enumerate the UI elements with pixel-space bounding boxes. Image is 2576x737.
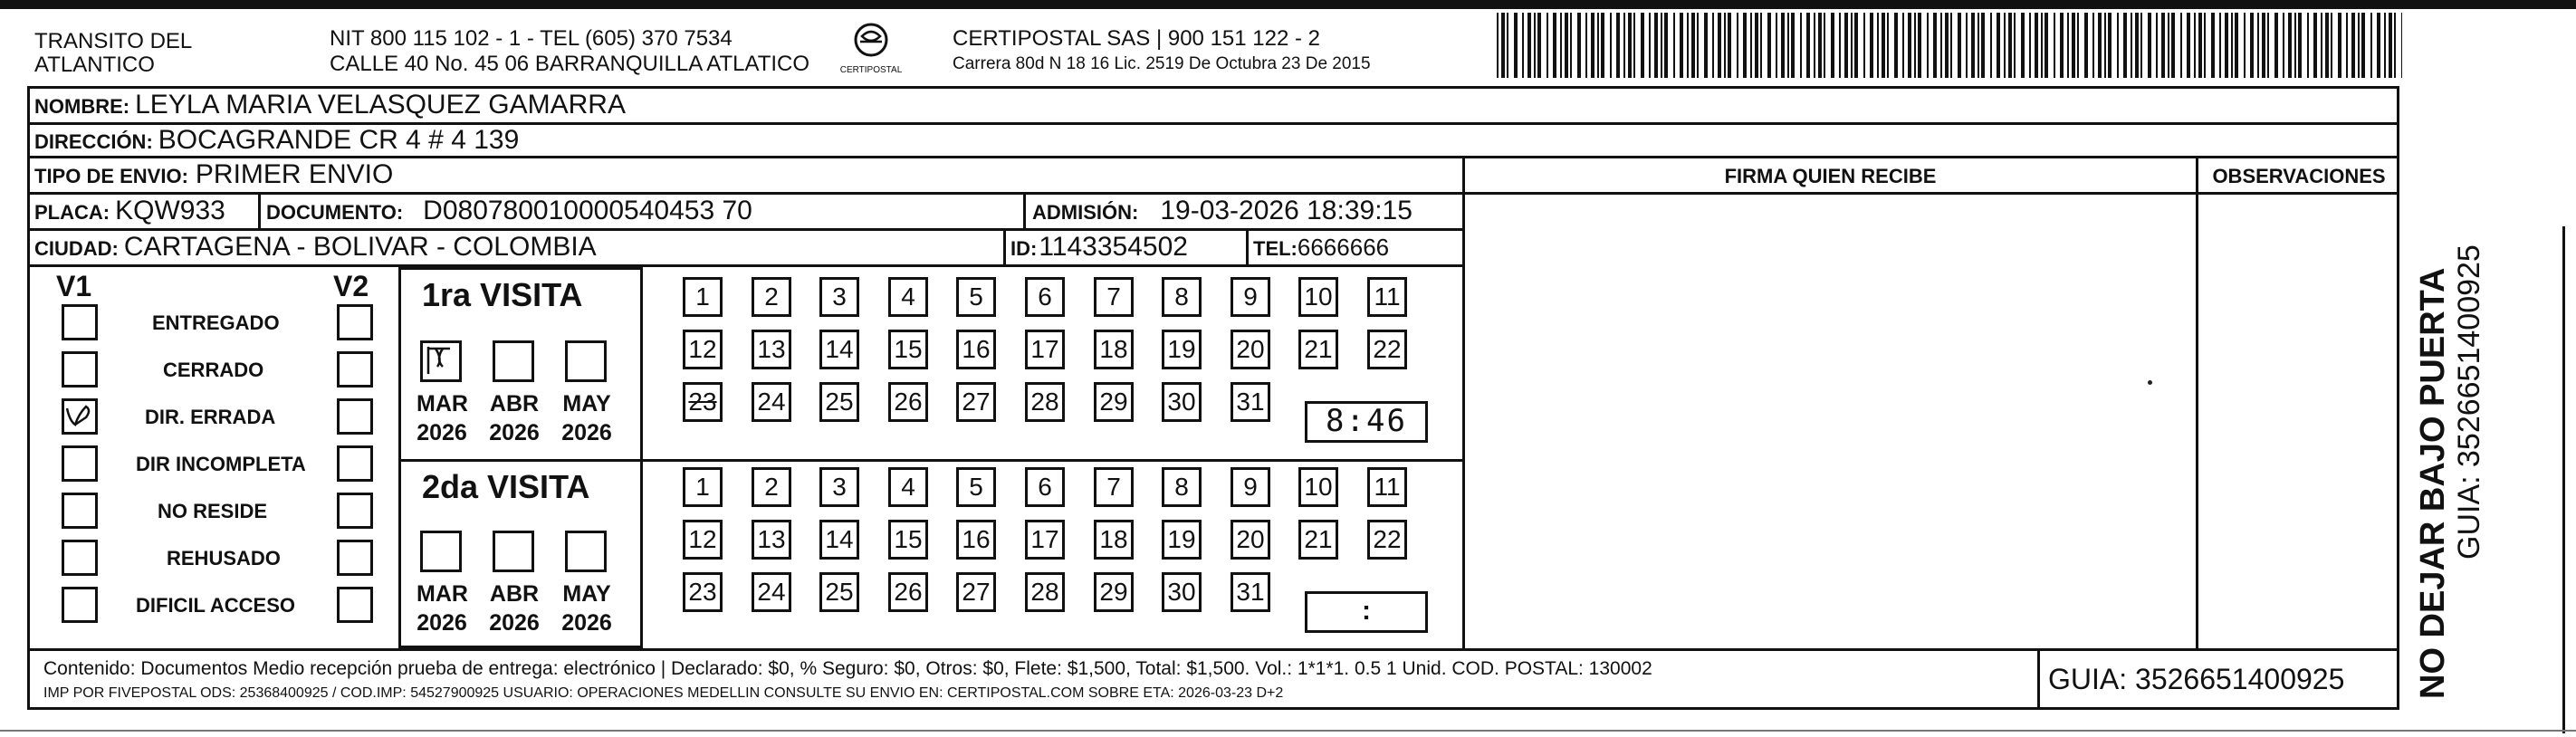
v2-checkbox-no-reside[interactable]	[337, 493, 373, 529]
barcode-bar	[2321, 13, 2322, 78]
visit-divider	[398, 459, 1465, 462]
second-visit-day-12[interactable]: 12	[683, 520, 723, 560]
first-visit-day-8[interactable]: 8	[1162, 277, 1202, 317]
barcode-bar	[2161, 13, 2165, 78]
barcode-bar	[2235, 13, 2238, 78]
barcode-bar	[1806, 13, 1810, 78]
barcode-bar	[2204, 13, 2206, 78]
barcode-bar	[2098, 13, 2102, 78]
barcode-bar	[1781, 13, 1785, 78]
v1-checkbox-dir-incompleta[interactable]	[62, 445, 98, 482]
barcode-bar	[1927, 13, 1929, 78]
barcode-bar	[1728, 13, 1731, 78]
barcode-bar	[1743, 13, 1747, 78]
barcode-bar	[1933, 13, 1937, 78]
barcode-bar	[1597, 13, 1599, 78]
second-visit-day-28[interactable]: 28	[1025, 572, 1065, 612]
barcode-bar	[2077, 13, 2079, 78]
stray-mark	[2148, 380, 2152, 385]
barcode-bar	[2377, 13, 2380, 78]
v2-label: V2	[333, 270, 369, 302]
first-visit-day-22[interactable]: 22	[1367, 330, 1407, 369]
barcode-bar	[1724, 13, 1726, 78]
second-visit-day-23[interactable]: 23	[683, 572, 723, 612]
barcode-bar	[1990, 13, 1992, 78]
barcode-bar	[1641, 13, 1644, 78]
barcode-bar	[1800, 13, 1802, 78]
barcode-bar	[1514, 13, 1518, 78]
barcode-bar	[1633, 13, 1635, 78]
barcode-bar	[2014, 13, 2016, 78]
barcode-bar	[2187, 13, 2190, 78]
first-visit-day-21[interactable]: 21	[1298, 330, 1338, 369]
barcode-bar	[1687, 13, 1689, 78]
rule	[27, 192, 2399, 195]
barcode-bar	[1497, 13, 1499, 78]
first-visit-day-27[interactable]: 27	[956, 382, 996, 422]
first-visit-day-16[interactable]: 16	[956, 330, 996, 369]
rule	[27, 264, 1465, 267]
v2-checkbox-rehusado[interactable]	[337, 540, 373, 576]
barcode-bar	[2288, 13, 2292, 78]
city-field: CIUDAD: CARTAGENA - BOLIVAR - COLOMBIA	[34, 232, 597, 262]
first-month-label-may: MAY	[562, 391, 611, 416]
barcode-bar	[2313, 13, 2317, 78]
divider	[1246, 230, 1249, 264]
second-visit-day-19[interactable]: 19	[1162, 520, 1202, 560]
second-visit-day-27[interactable]: 27	[956, 572, 996, 612]
visit-divider-vertical	[640, 267, 643, 648]
v1-checkbox-no-reside[interactable]	[62, 493, 98, 529]
first-visit-day-15[interactable]: 15	[888, 330, 928, 369]
side-panel	[2408, 91, 2490, 706]
first-visit-day-10[interactable]: 10	[1298, 277, 1338, 317]
barcode-bar	[1560, 13, 1562, 78]
barcode-bar	[2108, 13, 2112, 78]
barcode-bar	[1977, 13, 1979, 78]
first-month-label-mar: MAR	[417, 391, 468, 416]
first-visit-month-may[interactable]	[565, 340, 607, 382]
second-visit-month-abr[interactable]	[493, 531, 534, 572]
second-visit-day-20[interactable]: 20	[1231, 520, 1270, 560]
first-visit-month-mar[interactable]	[420, 340, 462, 382]
second-year-label-abr: 2026	[489, 610, 540, 636]
barcode-bar	[1649, 13, 1651, 78]
second-visit-day-2[interactable]: 2	[752, 467, 791, 507]
barcode-bar	[1680, 13, 1683, 78]
first-visit-day-20[interactable]: 20	[1231, 330, 1270, 369]
first-visit-day-14[interactable]: 14	[819, 330, 859, 369]
barcode-bar	[2331, 13, 2332, 78]
barcode-bar	[2257, 13, 2259, 78]
rule	[27, 648, 2399, 651]
barcode-bar	[1767, 13, 1771, 78]
second-visit-day-13[interactable]: 13	[752, 520, 791, 560]
barcode-bar	[1737, 13, 1738, 78]
barcode-bar	[2338, 13, 2341, 78]
first-visit-day-28[interactable]: 28	[1025, 382, 1065, 422]
barcode-bar	[1882, 13, 1885, 78]
barcode-bar	[1601, 13, 1604, 78]
right-edge-line	[2562, 226, 2565, 733]
top-border	[0, 0, 2576, 9]
barcode-bar	[2180, 13, 2182, 78]
v2-checkbox-cerrado[interactable]	[337, 351, 373, 388]
second-visit-time: :	[1362, 596, 1371, 626]
first-visit-day-2[interactable]: 2	[752, 277, 791, 317]
barcode-bar	[1950, 13, 1952, 78]
barcode-bar	[2198, 13, 2202, 78]
barcode-bar	[1914, 13, 1916, 78]
rule	[27, 228, 1465, 231]
barcode-bar	[2084, 13, 2088, 78]
barcode-bar	[2131, 13, 2132, 78]
barcode-bar	[2394, 13, 2396, 78]
barcode-bar	[1591, 13, 1594, 78]
barcode-bar	[1534, 13, 1536, 78]
barcode-bar	[1958, 13, 1961, 78]
barcode-bar	[1776, 13, 1777, 78]
second-visit-day-10[interactable]: 10	[1298, 467, 1338, 507]
barcode-bar	[2401, 13, 2402, 78]
second-visit-day-4[interactable]: 4	[888, 467, 928, 507]
barcode-bar	[2041, 13, 2043, 78]
first-visit-day-5[interactable]: 5	[956, 277, 996, 317]
barcode-bar	[2029, 13, 2031, 78]
first-visit-day-31[interactable]: 31	[1231, 382, 1270, 422]
barcode-bar	[2274, 13, 2278, 78]
barcode-bar	[2358, 13, 2360, 78]
first-month-label-abr: ABR	[489, 391, 540, 416]
barcode-bar	[2168, 13, 2169, 78]
license-line: Carrera 80d N 18 16 Lic. 2519 De Octubra 23 De 2015	[953, 54, 1371, 73]
v1-checkbox-cerrado[interactable]	[62, 351, 98, 388]
barcode-bar	[1673, 13, 1675, 78]
barcode-bar	[2104, 13, 2106, 78]
divider	[1462, 156, 1465, 651]
barcode-bar	[1654, 13, 1658, 78]
second-visit-day-21[interactable]: 21	[1298, 520, 1338, 560]
barcode-bar	[1844, 13, 1848, 78]
first-visit-day-29[interactable]: 29	[1094, 382, 1134, 422]
v1-checkbox-dir-errada[interactable]	[62, 398, 98, 435]
barcode	[1497, 13, 2402, 78]
first-visit-day-17[interactable]: 17	[1025, 330, 1065, 369]
second-visit-month-may[interactable]	[565, 531, 607, 572]
status-cerrado: CERRADO	[163, 359, 264, 381]
first-visit-label: 1ra VISITA	[422, 276, 583, 313]
barcode-bar	[1854, 13, 1858, 78]
barcode-bar	[2225, 13, 2228, 78]
barcode-bar	[2294, 13, 2296, 78]
first-visit-day-13[interactable]: 13	[752, 330, 791, 369]
barcode-bar	[2156, 13, 2158, 78]
v1-label: V1	[56, 270, 92, 302]
barcode-bar	[2351, 13, 2355, 78]
barcode-bar	[1870, 13, 1873, 78]
barcode-bar	[2361, 13, 2365, 78]
barcode-bar	[2219, 13, 2221, 78]
barcode-bar	[1501, 13, 1505, 78]
second-visit-day-31[interactable]: 31	[1231, 572, 1270, 612]
second-visit-day-3[interactable]: 3	[819, 467, 859, 507]
second-month-label-mar: MAR	[417, 581, 468, 607]
second-visit-day-18[interactable]: 18	[1094, 520, 1134, 560]
first-visit-time-box[interactable]	[1305, 401, 1428, 443]
v1-checkbox-entregado[interactable]	[62, 304, 98, 340]
barcode-bar	[1628, 13, 1632, 78]
barcode-bar	[1839, 13, 1841, 78]
first-visit-day-7[interactable]: 7	[1094, 277, 1134, 317]
id-field: ID:1143354502	[1010, 232, 1188, 262]
barcode-bar	[2267, 13, 2269, 78]
first-visit-day-23[interactable]: 23	[683, 382, 723, 422]
name-field: NOMBRE: LEYLA MARIA VELASQUEZ GAMARRA	[34, 90, 626, 120]
v2-checkbox-dir-errada[interactable]	[337, 398, 373, 435]
barcode-bar	[1966, 13, 1968, 78]
divider	[258, 192, 261, 228]
barcode-bar	[2346, 13, 2348, 78]
barcode-bar	[2283, 13, 2284, 78]
second-year-label-mar: 2026	[417, 610, 467, 636]
first-visit-day-6[interactable]: 6	[1025, 277, 1065, 317]
second-visit-day-7[interactable]: 7	[1094, 467, 1134, 507]
barcode-bar	[1791, 13, 1795, 78]
barcode-bar	[2244, 13, 2246, 78]
barcode-bar	[1623, 13, 1625, 78]
first-year-label-mar: 2026	[417, 420, 467, 445]
first-visit-day-3[interactable]: 3	[819, 277, 859, 317]
barcode-bar	[1894, 13, 1898, 78]
barcode-bar	[1585, 13, 1587, 78]
nit-line: NIT 800 115 102 - 1 - TEL (605) 370 7534	[330, 26, 733, 51]
first-visit-day-30[interactable]: 30	[1162, 382, 1202, 422]
barcode-bar	[1902, 13, 1904, 78]
org-name-line2: ATLANTICO	[34, 53, 155, 77]
barcode-bar	[2060, 13, 2064, 78]
org-name-line1: TRANSITO DEL	[34, 29, 193, 53]
barcode-bar	[1863, 13, 1865, 78]
v2-checkbox-dificil-acceso[interactable]	[337, 587, 373, 623]
second-visit-day-9[interactable]: 9	[1231, 467, 1270, 507]
barcode-bar	[1940, 13, 1942, 78]
barcode-bar	[1553, 13, 1556, 78]
second-visit-day-6[interactable]: 6	[1025, 467, 1065, 507]
barcode-bar	[1697, 13, 1699, 78]
divider	[2037, 648, 2040, 710]
status-dir-incompleta: DIR INCOMPLETA	[136, 453, 306, 475]
barcode-bar	[1718, 13, 1721, 78]
barcode-bar	[2298, 13, 2302, 78]
print-line: IMP POR FIVEPOSTAL ODS: 25368400925 / COD.IMP: 54527900925 USUARIO: OPERACIONES MEDELLIN CONSULTE SU ENVIO EN: CERTIPOSTAL.COM SOBRE ETA: 2026-03-23 D+2	[43, 685, 1284, 701]
barcode-bar	[2140, 13, 2142, 78]
barcode-bar	[2045, 13, 2048, 78]
barcode-bar	[1787, 13, 1789, 78]
side-guide-number: GUIA: 3526651400925	[2452, 244, 2486, 560]
barcode-bar	[2008, 13, 2012, 78]
barcode-bar	[2370, 13, 2372, 78]
barcode-bar	[1918, 13, 1921, 78]
barcode-bar	[1527, 13, 1531, 78]
second-visit-label: 2da VISITA	[422, 468, 590, 505]
barcode-bar	[2135, 13, 2139, 78]
footer-guide-number: GUIA: 3526651400925	[2048, 663, 2345, 695]
second-visit-day-15[interactable]: 15	[888, 520, 928, 560]
second-visit-day-29[interactable]: 29	[1094, 572, 1134, 612]
second-visit-day-11[interactable]: 11	[1367, 467, 1407, 507]
barcode-bar	[1712, 13, 1714, 78]
divider	[1023, 192, 1026, 228]
first-visit-day-1[interactable]: 1	[683, 277, 723, 317]
do-not-leave-warning: NO DEJAR BAJO PUERTA	[2414, 267, 2452, 699]
status-rehusado: REHUSADO	[167, 547, 281, 570]
barcode-bar	[1537, 13, 1541, 78]
status-dificil-acceso: DIFICIL ACCESO	[136, 594, 296, 617]
barcode-bar	[1760, 13, 1762, 78]
first-visit-month-abr[interactable]	[493, 340, 534, 382]
first-visit-day-9[interactable]: 9	[1231, 277, 1270, 317]
barcode-bar	[1814, 13, 1815, 78]
barcode-bar	[1877, 13, 1879, 78]
barcode-bar	[1818, 13, 1822, 78]
barcode-bar	[1570, 13, 1572, 78]
barcode-bar	[2092, 13, 2094, 78]
admission-field: ADMISIÓN: 19-03-2026 18:39:15	[1032, 196, 1412, 225]
barcode-bar	[2307, 13, 2309, 78]
barcode-bar	[1547, 13, 1548, 78]
barcode-bar	[2035, 13, 2038, 78]
first-visit-day-25[interactable]: 25	[819, 382, 859, 422]
first-visit-day-26[interactable]: 26	[888, 382, 928, 422]
rule	[27, 156, 2399, 158]
second-month-label-may: MAY	[562, 581, 611, 607]
barcode-bar	[1616, 13, 1620, 78]
barcode-bar	[1610, 13, 1612, 78]
divider	[1003, 230, 1006, 264]
second-visit-day-30[interactable]: 30	[1162, 572, 1202, 612]
barcode-bar	[1664, 13, 1668, 78]
first-visit-time: 8:46	[1326, 403, 1407, 439]
barcode-bar	[1831, 13, 1834, 78]
handwritten-month-mark	[423, 343, 459, 379]
barcode-bar	[2072, 13, 2075, 78]
first-visit-day-4[interactable]: 4	[888, 277, 928, 317]
second-visit-day-8[interactable]: 8	[1162, 467, 1202, 507]
barcode-bar	[2194, 13, 2196, 78]
status-dir-errada: DIR. ERRADA	[145, 406, 276, 428]
second-visit-day-1[interactable]: 1	[683, 467, 723, 507]
barcode-bar	[2325, 13, 2329, 78]
second-year-label-may: 2026	[561, 610, 612, 636]
barcode-bar	[1851, 13, 1853, 78]
contents-line: Contenido: Documentos Medio recepción prueba de entrega: electrónico | Declarado: $0, % Seguro: $0, Otros: $0, Flete: $1,500, Total: $1,500. Vol.: 1*1*1. 0.5 1 Unid. COD. POSTAL: 130002	[43, 658, 1652, 679]
observations-header: OBSERVACIONES	[2212, 165, 2386, 187]
divider	[2196, 156, 2198, 651]
second-visit-day-16[interactable]: 16	[956, 520, 996, 560]
plate-field: PLACA: KQW933	[34, 196, 225, 225]
handwritten-check-mark	[64, 401, 95, 432]
barcode-bar	[1908, 13, 1911, 78]
barcode-bar	[2067, 13, 2069, 78]
signature-header: FIRMA QUIEN RECIBE	[1724, 165, 1937, 187]
barcode-bar	[1691, 13, 1695, 78]
barcode-bar	[2231, 13, 2233, 78]
first-visit-day-11[interactable]: 11	[1367, 277, 1407, 317]
barcode-bar	[2123, 13, 2127, 78]
first-year-label-abr: 2026	[489, 420, 540, 445]
second-visit-day-25[interactable]: 25	[819, 572, 859, 612]
send-type-field: TIPO DE ENVIO: PRIMER ENVIO	[34, 159, 394, 189]
second-visit-day-17[interactable]: 17	[1025, 520, 1065, 560]
barcode-bar	[2054, 13, 2055, 78]
tel-field: TEL:6666666	[1253, 234, 1390, 261]
barcode-bar	[1945, 13, 1949, 78]
second-month-label-abr: ABR	[489, 581, 540, 607]
barcode-bar	[1704, 13, 1708, 78]
barcode-bar	[2021, 13, 2025, 78]
second-visit-time-box[interactable]	[1305, 591, 1428, 633]
barcode-bar	[1997, 13, 2000, 78]
barcode-bar	[1661, 13, 1662, 78]
bottom-edge-line	[0, 730, 2576, 732]
barcode-bar	[1981, 13, 1985, 78]
status-no-reside: NO RESIDE	[158, 500, 268, 522]
barcode-bar	[2384, 13, 2386, 78]
barcode-bar	[1755, 13, 1758, 78]
v1-checkbox-dificil-acceso[interactable]	[62, 587, 98, 623]
barcode-bar	[2148, 13, 2151, 78]
first-year-label-may: 2026	[561, 420, 612, 445]
second-visit-day-26[interactable]: 26	[888, 572, 928, 612]
barcode-bar	[1522, 13, 1524, 78]
address-field: DIRECCIÓN: BOCAGRANDE CR 4 # 4 139	[34, 125, 520, 155]
first-visit-day-12[interactable]: 12	[683, 330, 723, 369]
svg-text:CERTIPOSTAL: CERTIPOSTAL	[839, 65, 903, 75]
barcode-bar	[2004, 13, 2006, 78]
second-visit-month-mar[interactable]	[420, 531, 462, 572]
v2-checkbox-dir-incompleta[interactable]	[337, 445, 373, 482]
v1-checkbox-rehusado[interactable]	[62, 540, 98, 576]
barcode-bar	[1824, 13, 1825, 78]
barcode-bar	[1971, 13, 1975, 78]
barcode-bar	[1507, 13, 1508, 78]
barcode-bar	[2250, 13, 2254, 78]
second-visit-day-5[interactable]: 5	[956, 467, 996, 507]
barcode-bar	[2389, 13, 2392, 78]
document-field: DOCUMENTO: D080780010000540453 70	[266, 196, 752, 225]
second-visit-day-22[interactable]: 22	[1367, 520, 1407, 560]
org-address-line: CALLE 40 No. 45 06 BARRANQUILLA ATLATICO	[330, 52, 810, 76]
barcode-bar	[2262, 13, 2265, 78]
company-line: CERTIPOSTAL SAS | 900 151 122 - 2	[953, 26, 1320, 51]
status-entregado: ENTREGADO	[152, 311, 280, 334]
second-visit-day-14[interactable]: 14	[819, 520, 859, 560]
first-visit-day-18[interactable]: 18	[1094, 330, 1134, 369]
barcode-bar	[2171, 13, 2175, 78]
first-visit-day-19[interactable]: 19	[1162, 330, 1202, 369]
barcode-bar	[1577, 13, 1581, 78]
barcode-bar	[2211, 13, 2215, 78]
barcode-bar	[1750, 13, 1752, 78]
barcode-bar	[1565, 13, 1568, 78]
barcode-bar	[1887, 13, 1889, 78]
first-visit-day-24[interactable]: 24	[752, 382, 791, 422]
barcode-bar	[2117, 13, 2119, 78]
v2-checkbox-entregado[interactable]	[337, 304, 373, 340]
second-visit-day-24[interactable]: 24	[752, 572, 791, 612]
certipostal-logo	[835, 20, 907, 76]
